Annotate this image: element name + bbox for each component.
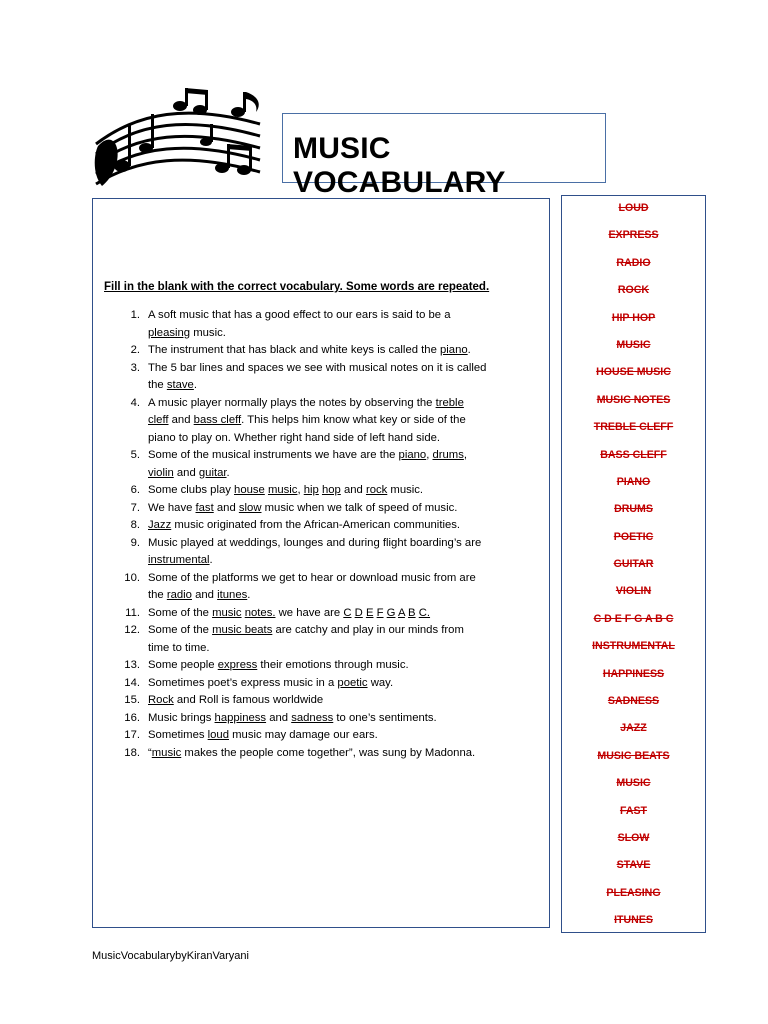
- question-number: 4.: [130, 396, 140, 409]
- question-item: [110, 622, 530, 657]
- question-text: Some of the musical instruments we have are the: [148, 449, 399, 461]
- question-text: Some people: [148, 659, 218, 671]
- answer-word: stave: [166, 379, 194, 391]
- question-number: 1.: [130, 309, 140, 321]
- question-number: 7.: [130, 501, 140, 514]
- word-bank-item: GUITAR: [613, 558, 654, 571]
- question-text: Some of the: [148, 606, 213, 619]
- question-item: [110, 710, 530, 728]
- question-text: and: [168, 414, 194, 426]
- question-text: ,: [426, 449, 433, 461]
- question-item: [110, 605, 530, 623]
- question-item: [110, 745, 530, 763]
- question-text: we have are: [275, 606, 344, 619]
- answer-word: fast: [195, 501, 214, 514]
- word-bank-item: BASS CLEFF: [600, 448, 667, 461]
- question-text: .: [193, 379, 197, 391]
- answer-word: bass cleff: [193, 414, 242, 426]
- question-text: the: [148, 589, 167, 601]
- answer-word: music: [267, 484, 298, 496]
- word-bank-item: JAZZ: [620, 722, 647, 735]
- answer-word: rock: [365, 484, 388, 496]
- question-item: [110, 692, 530, 710]
- word-bank-item: ITUNES: [614, 914, 653, 927]
- question-item: [110, 535, 530, 570]
- question-text: to one’s sentiments.: [333, 711, 437, 724]
- answer-word: drums: [432, 449, 464, 461]
- question-text: Music brings: [148, 711, 215, 724]
- answer-word: sadness: [291, 711, 334, 724]
- word-bank-item: SADNESS: [607, 695, 660, 708]
- answer-word: house: [234, 484, 265, 496]
- answer-word: D: [354, 606, 363, 619]
- word-bank-item: MUSIC NOTES: [596, 393, 671, 406]
- question-text: and: [340, 484, 366, 496]
- answer-word: loud: [207, 729, 229, 741]
- question-text: Some of the platforms we get to hear or download music from are: [148, 571, 476, 584]
- answer-word: piano: [440, 344, 468, 356]
- answer-word: hip: [303, 484, 319, 496]
- answer-word: G: [386, 606, 396, 619]
- question-text: music may damage our ears.: [229, 729, 378, 741]
- word-bank-item: POETIC: [613, 530, 654, 543]
- question-number: 3.: [130, 361, 140, 374]
- answer-word: music: [212, 606, 242, 619]
- word-bank-item: MUSIC: [616, 777, 651, 790]
- word-bank-item: MUSIC: [616, 338, 651, 351]
- question-text: and Roll is famous worldwide: [173, 694, 324, 706]
- answer-word: notes.: [244, 606, 276, 619]
- question-number: 12.: [124, 624, 140, 636]
- question-item: [110, 307, 530, 342]
- question-text: Sometimes: [148, 729, 208, 741]
- question-item: [110, 482, 530, 500]
- question-text: .: [226, 466, 230, 479]
- question-text: A music player normally plays the notes by observing the: [148, 396, 436, 409]
- answer-word: treble: [435, 396, 464, 409]
- question-item: [110, 570, 530, 605]
- answer-word: C: [343, 606, 352, 619]
- question-text: The 5 bar lines and spaces we see with musical notes on it is called: [148, 361, 487, 374]
- question-item: [110, 342, 530, 360]
- title-box: [282, 113, 606, 199]
- question-text: The instrument that has black and white keys is called the: [148, 344, 440, 356]
- question-number: 10.: [124, 571, 140, 584]
- word-bank-item: SLOW: [617, 831, 650, 844]
- question-item: [110, 657, 530, 675]
- word-bank-item: HAPPINESS: [602, 667, 665, 680]
- word-bank-item: RADIO: [616, 256, 651, 269]
- answer-word: Jazz: [148, 519, 172, 531]
- question-text: Some clubs play: [148, 484, 235, 496]
- question-item: [110, 727, 530, 745]
- question-text: ,: [297, 484, 304, 496]
- answer-word: F: [376, 606, 384, 619]
- instruction-text: Fill in the blank with the correct vocabulary. Some words are repeated.: [104, 281, 490, 293]
- question-text: .: [209, 554, 213, 566]
- question-text: music when we talk of speed of music.: [261, 501, 458, 514]
- question-number: 14.: [124, 676, 140, 689]
- question-text: music.: [190, 326, 226, 339]
- question-text: are catchy and play in our minds from: [272, 624, 464, 636]
- question-text: “: [148, 746, 152, 759]
- answer-word: cleff: [148, 414, 169, 426]
- answer-word: E: [365, 606, 374, 619]
- word-bank-item: DRUMS: [614, 503, 653, 516]
- answer-word: A: [397, 606, 405, 619]
- question-number: 18.: [124, 746, 140, 759]
- footer-credit: MusicVocabularybyKiranVaryani: [92, 950, 249, 962]
- question-text: ,: [463, 449, 468, 461]
- question-number: 5.: [130, 449, 140, 461]
- question-item: [110, 447, 530, 482]
- word-bank-list: [562, 202, 705, 942]
- question-text: piano to play on. Whether right hand side of left hand side.: [148, 431, 441, 444]
- word-bank-item: ROCK: [617, 284, 650, 297]
- word-bank-item: EXPRESS: [608, 229, 659, 242]
- word-bank-item: PIANO: [616, 475, 651, 488]
- answer-word: poetic: [337, 676, 368, 689]
- question-text: and: [266, 711, 292, 724]
- word-bank-item: PLEASING: [606, 886, 661, 899]
- word-bank-item: LOUD: [618, 202, 649, 214]
- question-text: and: [191, 589, 218, 601]
- question-text: music originated from the African-American communities.: [171, 519, 461, 531]
- question-item: [110, 675, 530, 693]
- question-text: Music played at weddings, lounges and during flight boarding’s are: [148, 536, 482, 549]
- question-number: 6.: [130, 484, 140, 496]
- question-text: A soft music that has a good effect to our ears is said to be a: [148, 309, 451, 321]
- word-bank-item: MUSIC BEATS: [597, 749, 670, 762]
- page-title: MUSIC VOCABULARY: [293, 132, 506, 199]
- word-bank-item: TREBLE CLEFF: [593, 421, 674, 434]
- question-text: .: [247, 589, 251, 601]
- question-text: the: [148, 379, 167, 391]
- question-text: time to time.: [148, 641, 210, 654]
- answer-word: guitar: [198, 466, 227, 479]
- answer-word: hop: [321, 484, 341, 496]
- question-number: 17.: [124, 729, 140, 741]
- answer-word: itunes: [217, 589, 248, 601]
- question-text: way.: [367, 676, 394, 689]
- question-number: 16.: [124, 711, 140, 724]
- question-number: 13.: [124, 659, 140, 671]
- question-item: [110, 360, 530, 395]
- answer-word: express: [217, 659, 258, 671]
- question-text: their emotions through music.: [257, 659, 409, 671]
- word-bank-item: INSTRUMENTAL: [592, 640, 675, 653]
- answer-word: instrumental: [148, 554, 210, 566]
- word-bank-item: VIOLIN: [615, 585, 652, 598]
- word-bank-box: [561, 195, 706, 933]
- question-number: 11.: [125, 606, 140, 619]
- answer-word: music: [151, 746, 182, 759]
- question-text: and: [213, 501, 239, 514]
- question-text: We have: [148, 501, 196, 514]
- question-text: . This helps him know what key or side of the: [241, 414, 466, 426]
- answer-word: B: [408, 606, 416, 619]
- answer-word: violin: [148, 466, 174, 479]
- answer-word: radio: [166, 589, 192, 601]
- word-bank-item: FAST: [619, 804, 648, 817]
- question-list: [110, 307, 530, 762]
- answer-word: slow: [238, 501, 262, 514]
- question-number: 15.: [124, 694, 140, 706]
- question-text: Sometimes poet’s express music in a: [148, 676, 338, 689]
- question-item: [110, 500, 530, 518]
- question-item: [110, 395, 530, 448]
- answer-word: Rock: [148, 694, 174, 706]
- answer-word: pleasing: [148, 326, 191, 339]
- word-bank-item: STAVE: [616, 859, 651, 872]
- answer-word: C.: [418, 606, 431, 619]
- answer-word: music beats: [212, 624, 273, 636]
- answer-word: happiness: [214, 711, 267, 724]
- question-item: [110, 517, 530, 535]
- question-number: 2.: [130, 344, 140, 356]
- music-notes-staff-icon: [88, 84, 268, 196]
- question-text: Some of the: [148, 624, 213, 636]
- word-bank-item: C D E F G A B C: [593, 612, 674, 625]
- word-bank-item: HOUSE MUSIC: [596, 366, 671, 379]
- question-text: and: [173, 466, 199, 479]
- question-number: 8.: [130, 519, 140, 531]
- question-text: .: [467, 344, 471, 356]
- word-bank-item: HIP HOP: [611, 311, 656, 324]
- question-text: music.: [387, 484, 424, 496]
- answer-word: piano: [398, 449, 427, 461]
- questions-box: [92, 198, 550, 928]
- question-number: 9.: [130, 536, 140, 549]
- question-text: makes the people come together”, was sung by Madonna.: [181, 746, 476, 759]
